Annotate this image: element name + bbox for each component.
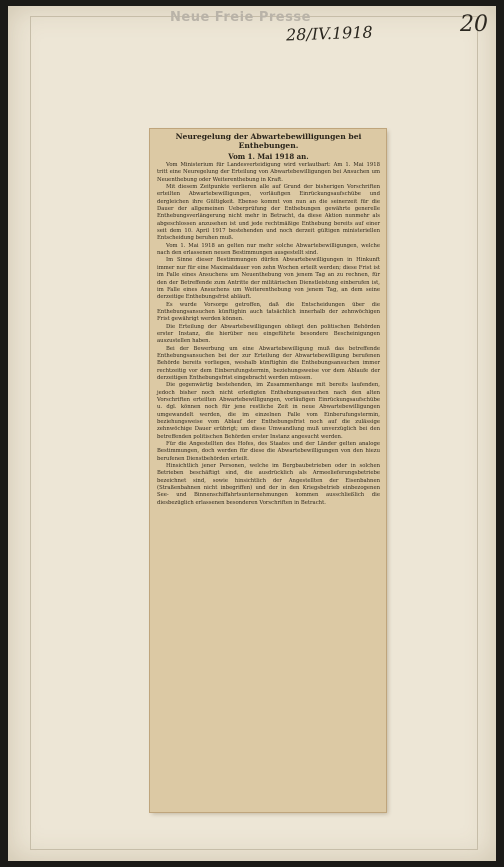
article-paragraph: Vom 1. Mai 1918 an gelten nur mehr solche Abwartebewilligungen, welche nach den erlassenen neuen Bestimmungen ausgestellt sind. — [157, 242, 380, 257]
page-number: 20 — [460, 12, 488, 37]
article-paragraph: Für die Angestellten des Hofes, des Staates und der Länder gelten analoge Bestimmungen, doch werden für diese die Abwartebewilligungen von den hiezu berufenen Dienstbehörden erteilt. — [157, 441, 380, 462]
article-paragraph: Bei der Bewerbung um eine Abwartebewilligung muß das betreffende Enthebungsansuchen bei der zur Erteilung der Abwartebewilligung berufenen Behörde bereits vorliegen, weshalb künftighin die Enthebungsansuchen immer rechtzeitig vor dem Einberufungstermin, beziehungsweise vor dem Ablaufe der derzeitigen Enthebungsfrist eingebracht werden müssen. — [157, 345, 380, 381]
newspaper-clipping — [150, 129, 386, 812]
article-paragraph: Die Erteilung der Abwartebewilligungen obliegt den politischen Behörden erster Instanz, die hierüber neu eingeführte besondere Bescheinigungen auszustellen haben. — [157, 323, 380, 345]
handwritten-date: 28/IV.1918 — [285, 22, 373, 45]
article-dateline: Vom 1. Mai 1918 an. — [228, 152, 309, 161]
article-paragraph: Im Sinne dieser Bestimmungen dürfen Abwartebewilligungen in Hinkunft immer nur für eine Maximaldauer von zehn Wochen erteilt werden; diese Frist ist im Falle eines Ansuchens um Neuenthebung von jenem Tag an zu rechnen, für den der Betreffende zum Antritte der militärischen Dienstleistung einberufen ist, im Falle eines Ansuchens um Weiterenthebung von jenem Tag, an dem seine derzeitige Enthebungsfrist abläuft. — [157, 257, 380, 301]
newspaper-stamp: Neue Freie Presse — [170, 10, 311, 25]
article-headline: Neuregelung der Abwartebewilligungen bei Enthebungen. — [175, 132, 362, 150]
article-paragraph: Mit diesem Zeitpunkte verlieren alle auf Grund der bisherigen Vorschriften erteilten Abwartebewilligungen, vorläufigen Einrückungsaufschübe und dergleichen ihre Gültigkeit. Ebenso kommt von nun an die seinerzeit für die Dauer der allgemeinen Ueberprüfung der Enthebungen gewährte generelle Enthebungsverlängerung nicht mehr in Betracht, da diese Aktion nunmehr als abgeschlossen anzusehen ist und jede rechtmäßige Enthebung bereits auf einer seit dem 10. April 1917 bestehenden und noch derzeit gültigen ministeriellen Entscheidung beruhen muß. — [157, 184, 380, 242]
article-paragraph: Die gegenwärtig bestehenden, im Zusammenhange mit bereits laufenden, jedoch bisher noch nicht erledigten Enthebungsansuchen nach den alten Vorschriften erteilten Abwartebewilligungen, vorläufigen Einrückungsaufschübe u. dgl. können noch für jene restliche Zeit in neue Abwartebewilligungen umgewandelt werden, die im einzelnen Falle vom Einberufungstermin, beziehungsweise vom Ablauf der Enthebungsfrist noch auf die zulässige zehnwöchige Dauer erübrigt; um diese Umwandlung muß unverzüglich bei den betreffenden politischen Behörden erster Instanz angesucht werden. — [157, 382, 380, 440]
article-paragraph: Vom Ministerium für Landesverteidigung wird verlautbart: Am 1. Mai 1918 tritt eine Neuregelung der Erteilung von Abwartebewilligungen bei Ansuchen um Neuenthebung oder Weiterenthebung in Kraft. — [157, 162, 380, 183]
article-paragraph: Hinsichtlich jener Personen, welche im Bergbaubetrieben oder in solchen Betrieben beschäftigt sind, die ausdrücklich als Armeelieferungsbetriebe bezeichnet sind, sowie hinsichtlich der Angestellten der Eisenbahnen (Straßenbahnen nicht inbegriffen) und der in den Kriegsbetrieb einbezogenen See- und Binnenschiffahrtsunternehmungen kommen ausschließlich die diesbezüglich erlassenen besonderen Vorschriften in Betracht. — [157, 463, 380, 506]
article-paragraph: Es wurde Vorsorge getroffen, daß die Entscheidungen über die Enthebungsansuchen künftighin auch tatsächlich innerhalb der zehnwöchigen Frist gewährigt werden können. — [157, 301, 380, 323]
